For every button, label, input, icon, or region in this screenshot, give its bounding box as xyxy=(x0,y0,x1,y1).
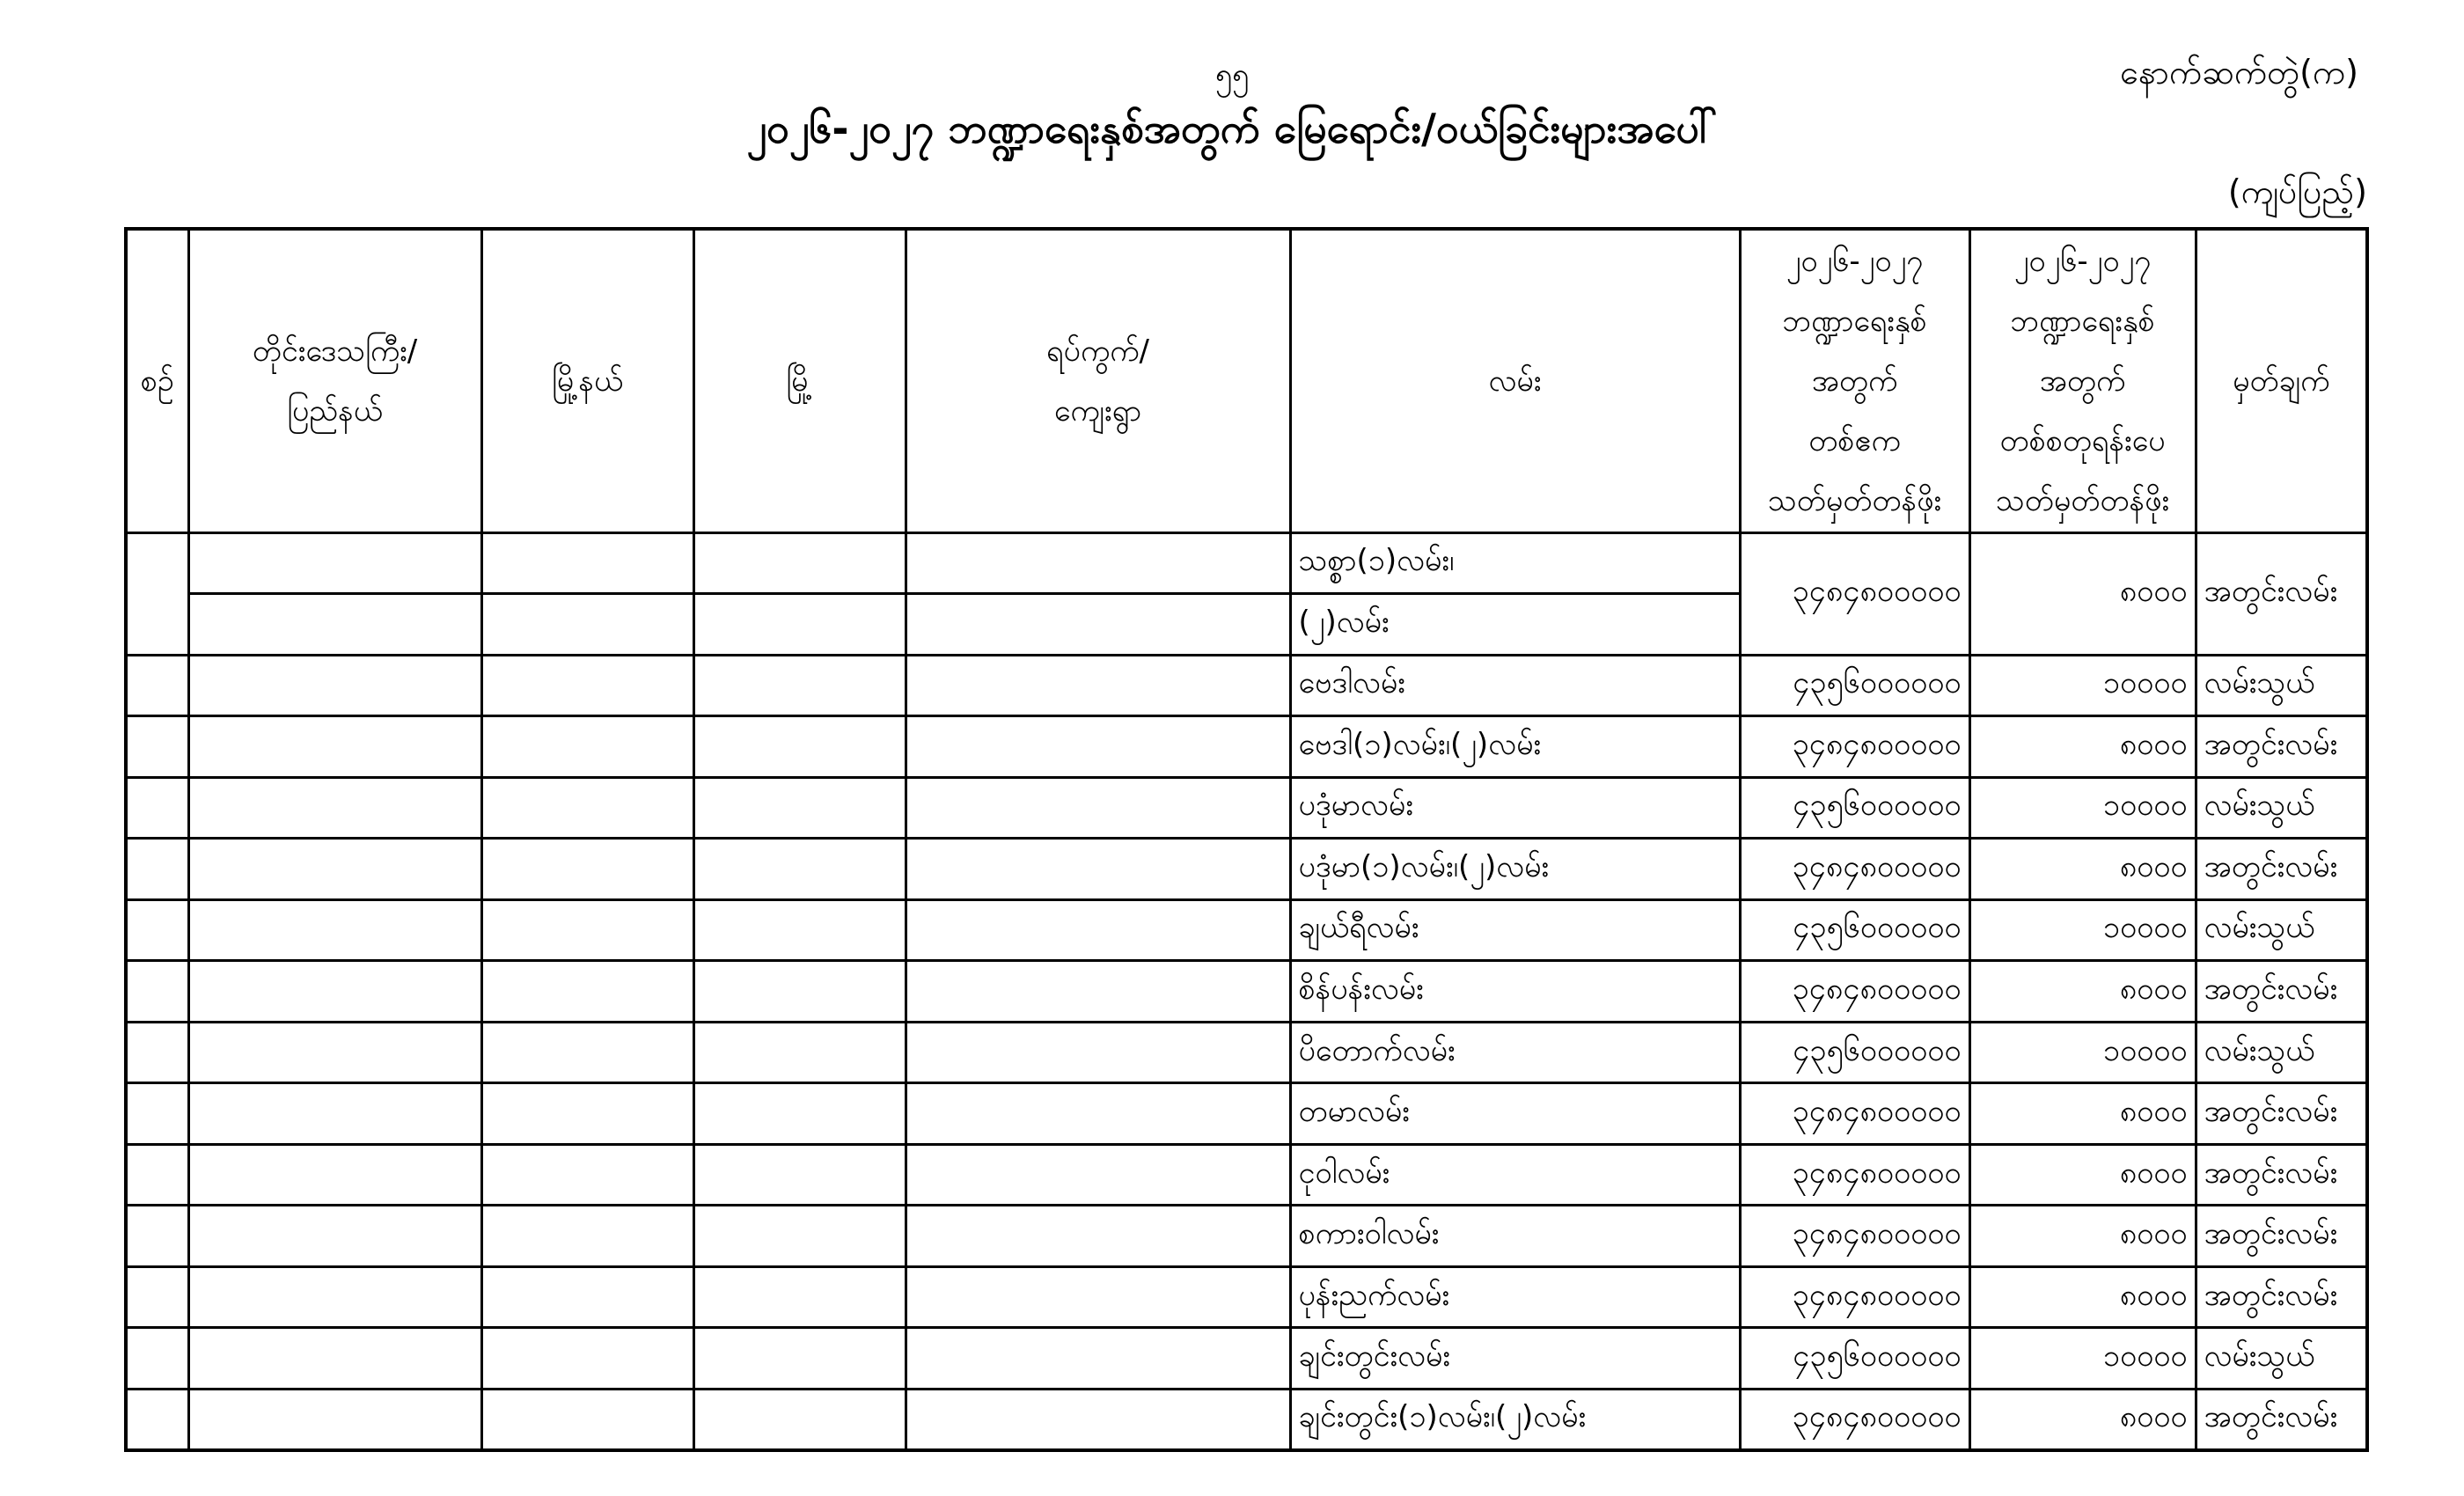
cell-remark: လမ်းသွယ် xyxy=(2196,655,2367,716)
cell-value-per-sqft: ၁၀၀၀၀ xyxy=(1969,655,2196,716)
page-number: ၅၅ xyxy=(1214,57,1250,92)
cell-town xyxy=(693,899,906,961)
cell-road: စကားဝါလမ်း xyxy=(1290,1206,1740,1267)
cell-serial xyxy=(126,961,188,1023)
cell-ward xyxy=(906,1266,1290,1328)
cell-region xyxy=(188,1328,481,1390)
cell-road: (၂)လမ်း xyxy=(1290,594,1740,656)
cell-value-per-sqft: ၈၀၀၀ xyxy=(1969,1389,2196,1450)
cell-road: ဗေဒါ(၁)လမ်း၊(၂)လမ်း xyxy=(1290,716,1740,778)
cell-value-per-acre: ၄၃၅၆၀၀၀၀၀၀ xyxy=(1740,899,1969,961)
cell-town xyxy=(693,839,906,900)
cell-remark: အတွင်းလမ်း xyxy=(2196,1389,2367,1450)
cell-remark: အတွင်းလမ်း xyxy=(2196,1083,2367,1145)
cell-value-per-sqft: ၈၀၀၀ xyxy=(1969,532,2196,655)
cell-township xyxy=(481,716,693,778)
cell-road: ချယ်ရီလမ်း xyxy=(1290,899,1740,961)
cell-ward xyxy=(906,1206,1290,1267)
cell-value-per-acre: ၃၄၈၄၈၀၀၀၀၀ xyxy=(1740,1389,1969,1450)
cell-township xyxy=(481,1206,693,1267)
cell-serial xyxy=(126,655,188,716)
cell-township xyxy=(481,899,693,961)
cell-town xyxy=(693,1266,906,1328)
cell-town xyxy=(693,532,906,594)
header-region: တိုင်းဒေသကြီး/ ပြည်နယ် xyxy=(188,229,481,532)
currency-unit-label: (ကျပ်ပြည့်) xyxy=(2227,172,2367,211)
cell-value-per-sqft: ၈၀၀၀ xyxy=(1969,1266,2196,1328)
table-row xyxy=(126,532,2367,594)
cell-road: ပိတောက်လမ်း xyxy=(1290,1022,1740,1083)
cell-township xyxy=(481,1022,693,1083)
table-row xyxy=(126,1022,2367,1083)
header-serial: စဉ် xyxy=(126,229,188,532)
cell-town xyxy=(693,1389,906,1450)
cell-ward xyxy=(906,716,1290,778)
cell-remark: အတွင်းလမ်း xyxy=(2196,1144,2367,1206)
cell-region xyxy=(188,1389,481,1450)
cell-ward xyxy=(906,594,1290,656)
header-town: မြို့ xyxy=(693,229,906,532)
cell-town xyxy=(693,1083,906,1145)
cell-region xyxy=(188,961,481,1023)
cell-value-per-sqft: ၈၀၀၀ xyxy=(1969,1144,2196,1206)
cell-region xyxy=(188,716,481,778)
cell-region xyxy=(188,655,481,716)
cell-township xyxy=(481,961,693,1023)
cell-remark: လမ်းသွယ် xyxy=(2196,777,2367,839)
cell-region xyxy=(188,532,481,594)
header-ward-village: ရပ်ကွက်/ ကျေးရွာ xyxy=(906,229,1290,532)
cell-road: ဗေဒါလမ်း xyxy=(1290,655,1740,716)
header-value-per-sqft: ၂၀၂၆-၂၀၂၇ ဘဏ္ဍာရေးနှစ် အတွက် တစ်စတုရန်းပေ သတ်မှတ်တန်ဖိုး xyxy=(1969,229,2196,532)
cell-serial xyxy=(126,1144,188,1206)
table-row xyxy=(126,899,2367,961)
cell-town xyxy=(693,961,906,1023)
cell-road: ပဒုံမာ(၁)လမ်း၊(၂)လမ်း xyxy=(1290,839,1740,900)
cell-township xyxy=(481,594,693,656)
cell-ward xyxy=(906,1083,1290,1145)
cell-value-per-sqft: ၁၀၀၀၀ xyxy=(1969,1022,2196,1083)
cell-value-per-acre: ၃၄၈၄၈၀၀၀၀၀ xyxy=(1740,961,1969,1023)
cell-road: ချင်းတွင်း(၁)လမ်း၊(၂)လမ်း xyxy=(1290,1389,1740,1450)
table-header-row xyxy=(126,229,2367,532)
cell-township xyxy=(481,777,693,839)
cell-ward xyxy=(906,1328,1290,1390)
cell-road: ချင်းတွင်းလမ်း xyxy=(1290,1328,1740,1390)
cell-region xyxy=(188,1083,481,1145)
table-row xyxy=(126,1389,2367,1450)
table-row xyxy=(126,1266,2367,1328)
cell-value-per-acre: ၄၃၅၆၀၀၀၀၀၀ xyxy=(1740,1328,1969,1390)
cell-value-per-acre: ၃၄၈၄၈၀၀၀၀၀ xyxy=(1740,716,1969,778)
table-row xyxy=(126,1206,2367,1267)
annex-label: နောက်ဆက်တွဲ(က) xyxy=(2120,53,2358,92)
cell-serial xyxy=(126,1266,188,1328)
cell-serial xyxy=(126,1083,188,1145)
cell-region xyxy=(188,777,481,839)
cell-value-per-acre: ၃၄၈၄၈၀၀၀၀၀ xyxy=(1740,1144,1969,1206)
cell-remark: အတွင်းလမ်း xyxy=(2196,961,2367,1023)
cell-region xyxy=(188,899,481,961)
cell-serial xyxy=(126,839,188,900)
table-row xyxy=(126,1328,2367,1390)
cell-road: ပုန်းညက်လမ်း xyxy=(1290,1266,1740,1328)
cell-value-per-acre: ၄၃၅၆၀၀၀၀၀၀ xyxy=(1740,777,1969,839)
cell-value-per-acre: ၃၄၈၄၈၀၀၀၀၀ xyxy=(1740,1083,1969,1145)
cell-ward xyxy=(906,777,1290,839)
cell-serial xyxy=(126,532,188,655)
cell-township xyxy=(481,1389,693,1450)
cell-value-per-acre: ၃၄၈၄၈၀၀၀၀၀ xyxy=(1740,532,1969,655)
cell-serial xyxy=(126,777,188,839)
cell-region xyxy=(188,594,481,656)
cell-ward xyxy=(906,1144,1290,1206)
cell-region xyxy=(188,1144,481,1206)
cell-township xyxy=(481,1144,693,1206)
cell-serial xyxy=(126,1022,188,1083)
cell-remark: လမ်းသွယ် xyxy=(2196,1022,2367,1083)
cell-value-per-sqft: ၈၀၀၀ xyxy=(1969,961,2196,1023)
cell-road: ငုဝါလမ်း xyxy=(1290,1144,1740,1206)
cell-remark: အတွင်းလမ်း xyxy=(2196,1206,2367,1267)
cell-serial xyxy=(126,716,188,778)
cell-serial xyxy=(126,1206,188,1267)
cell-remark: လမ်းသွယ် xyxy=(2196,1328,2367,1390)
cell-ward xyxy=(906,961,1290,1023)
document-title: ၂၀၂၆-၂၀၂၇ ဘဏ္ဍာရေးနှစ်အတွက် မြေရောင်း/ဝယ်ခြင်းများအပေါ် xyxy=(746,105,1718,152)
cell-value-per-acre: ၄၃၅၆၀၀၀၀၀၀ xyxy=(1740,1022,1969,1083)
cell-township xyxy=(481,532,693,594)
cell-remark: အတွင်းလမ်း xyxy=(2196,1266,2367,1328)
cell-serial xyxy=(126,1389,188,1450)
cell-ward xyxy=(906,1022,1290,1083)
cell-remark: အတွင်းလမ်း xyxy=(2196,532,2367,655)
cell-town xyxy=(693,1328,906,1390)
cell-remark: အတွင်းလမ်း xyxy=(2196,716,2367,778)
cell-township xyxy=(481,839,693,900)
cell-road: သစ္စာ(၁)လမ်း၊ xyxy=(1290,532,1740,594)
cell-region xyxy=(188,839,481,900)
cell-value-per-acre: ၃၄၈၄၈၀၀၀၀၀ xyxy=(1740,1206,1969,1267)
cell-remark: လမ်းသွယ် xyxy=(2196,899,2367,961)
land-value-table xyxy=(124,227,2369,1452)
cell-ward xyxy=(906,899,1290,961)
cell-town xyxy=(693,716,906,778)
cell-value-per-sqft: ၈၀၀၀ xyxy=(1969,1206,2196,1267)
cell-town xyxy=(693,594,906,656)
cell-town xyxy=(693,1206,906,1267)
table-row xyxy=(126,777,2367,839)
cell-value-per-acre: ၃၄၈၄၈၀၀၀၀၀ xyxy=(1740,1266,1969,1328)
cell-serial xyxy=(126,899,188,961)
cell-township xyxy=(481,655,693,716)
cell-value-per-sqft: ၈၀၀၀ xyxy=(1969,839,2196,900)
table-row xyxy=(126,655,2367,716)
cell-value-per-sqft: ၈၀၀၀ xyxy=(1969,1083,2196,1145)
cell-value-per-sqft: ၁၀၀၀၀ xyxy=(1969,1328,2196,1390)
cell-region xyxy=(188,1022,481,1083)
cell-value-per-sqft: ၈၀၀၀ xyxy=(1969,716,2196,778)
cell-town xyxy=(693,1022,906,1083)
header-township: မြို့နယ် xyxy=(481,229,693,532)
table-row xyxy=(126,1083,2367,1145)
table-row xyxy=(126,839,2367,900)
cell-town xyxy=(693,777,906,839)
cell-road: ပဒုံမာလမ်း xyxy=(1290,777,1740,839)
cell-value-per-sqft: ၁၀၀၀၀ xyxy=(1969,899,2196,961)
cell-serial xyxy=(126,1328,188,1390)
table-row xyxy=(126,1144,2367,1206)
cell-value-per-acre: ၄၃၅၆၀၀၀၀၀၀ xyxy=(1740,655,1969,716)
cell-township xyxy=(481,1083,693,1145)
cell-township xyxy=(481,1328,693,1390)
cell-value-per-sqft: ၁၀၀၀၀ xyxy=(1969,777,2196,839)
cell-ward xyxy=(906,655,1290,716)
cell-remark: အတွင်းလမ်း xyxy=(2196,839,2367,900)
table-row xyxy=(126,716,2367,778)
cell-ward xyxy=(906,839,1290,900)
cell-region xyxy=(188,1266,481,1328)
cell-township xyxy=(481,1266,693,1328)
cell-value-per-acre: ၃၄၈၄၈၀၀၀၀၀ xyxy=(1740,839,1969,900)
cell-town xyxy=(693,1144,906,1206)
cell-road: တမာလမ်း xyxy=(1290,1083,1740,1145)
cell-ward xyxy=(906,1389,1290,1450)
table-row xyxy=(126,961,2367,1023)
header-remark: မှတ်ချက် xyxy=(2196,229,2367,532)
header-value-per-acre: ၂၀၂၆-၂၀၂၇ ဘဏ္ဍာရေးနှစ် အတွက် တစ်ဧက သတ်မှတ်တန်ဖိုး xyxy=(1740,229,1969,532)
header-road: လမ်း xyxy=(1290,229,1740,532)
cell-ward xyxy=(906,532,1290,594)
cell-region xyxy=(188,1206,481,1267)
cell-town xyxy=(693,655,906,716)
cell-road: စိန်ပန်းလမ်း xyxy=(1290,961,1740,1023)
